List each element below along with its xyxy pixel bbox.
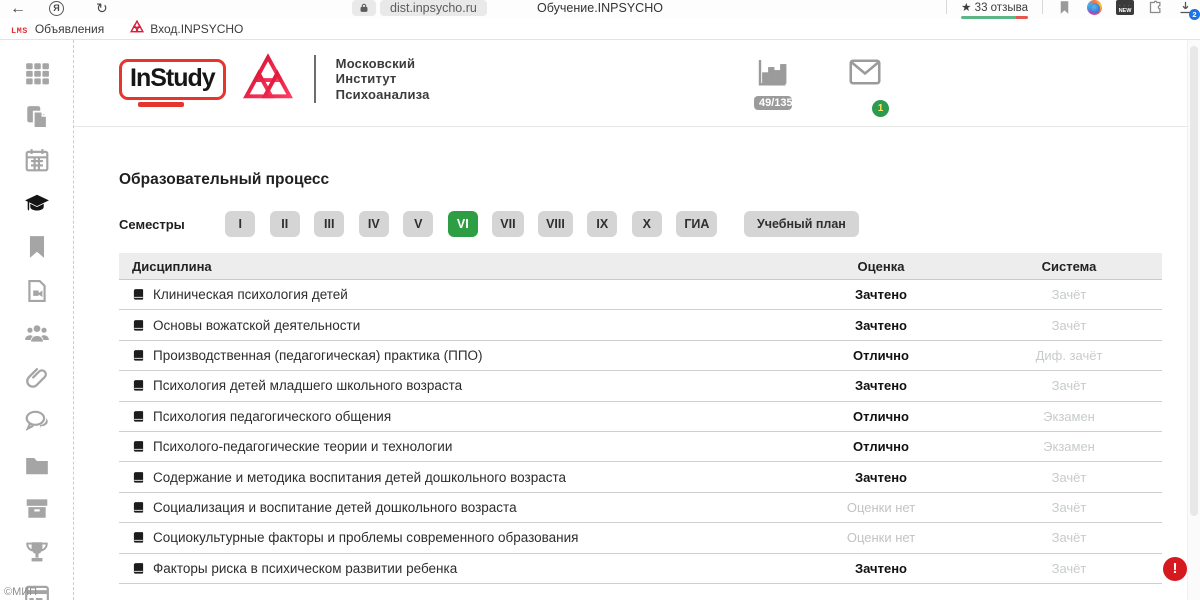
instudy-logo[interactable]: InStudy	[119, 59, 226, 100]
video-file-icon	[24, 291, 50, 308]
page-scrollbar[interactable]	[1187, 40, 1200, 600]
grade-value: Зачтено	[855, 560, 907, 576]
semester-button[interactable]: III	[314, 211, 344, 237]
institute-name: Московский Институт Психоанализа	[335, 56, 430, 102]
book-icon	[132, 470, 145, 485]
reload-icon[interactable]: ↻	[96, 0, 108, 16]
table-row-Психолого-педагогические теории и технологии[interactable]	[119, 432, 1162, 462]
book-icon	[132, 409, 145, 424]
system-value: Зачёт	[1051, 560, 1087, 576]
bookmark-item-login-inpsycho[interactable]	[130, 20, 243, 37]
semesters-row	[119, 211, 1200, 237]
semesters-label: Семестры	[119, 216, 185, 232]
system-value: Зачёт	[1051, 317, 1087, 333]
system-value: Диф. зачёт	[1035, 347, 1103, 363]
grade-value: Отлично	[853, 347, 909, 363]
downloads-badge: 2	[1189, 9, 1200, 20]
bookmarks-bar	[0, 18, 1200, 40]
system-value: Зачёт	[1051, 378, 1087, 394]
table-row-Содержание и методика воспитания детей дошкольного возраста[interactable]	[119, 462, 1162, 492]
scrollbar-thumb[interactable]	[1190, 46, 1198, 516]
discipline-name[interactable]: Производственная (педагогическая) практика (ППО)	[153, 347, 483, 363]
browser-toolbar	[0, 0, 1200, 18]
progress-badge: 49/135	[754, 96, 792, 110]
bar-chart-icon	[754, 54, 790, 90]
yandex-icon[interactable]: Я	[49, 1, 64, 16]
reviews-label: ★ 33 отзыва	[961, 2, 1028, 14]
grade-value: Отлично	[853, 439, 909, 455]
semester-button[interactable]: II	[270, 211, 300, 237]
table-row-Социокультурные факторы и проблемы современного образования[interactable]	[119, 523, 1162, 553]
downloads-icon[interactable]	[1178, 0, 1197, 19]
url-text[interactable]: dist.inpsycho.ru	[380, 0, 487, 16]
book-icon	[132, 530, 145, 545]
semester-button[interactable]: ГИА	[676, 211, 717, 237]
discipline-name[interactable]: Основы вожатской деятельности	[153, 317, 361, 333]
book-icon	[132, 348, 145, 363]
col-discipline: Дисциплина	[132, 258, 212, 274]
envelope-icon	[847, 54, 883, 90]
mail-unread-badge: 1	[871, 99, 890, 118]
semester-button[interactable]: X	[632, 211, 662, 237]
system-value: Зачёт	[1051, 469, 1087, 485]
discipline-name[interactable]: Социокультурные факторы и проблемы современного образования	[153, 530, 579, 546]
table-row-Производственная (педагогическая) практика (ППО)[interactable]	[119, 341, 1162, 371]
paperclip-icon	[24, 378, 50, 395]
lms-icon: LMS	[11, 25, 28, 36]
reviews-rating-bar	[961, 16, 1028, 19]
graduation-cap-icon	[24, 204, 50, 221]
book-icon	[132, 287, 145, 302]
discipline-name[interactable]: Психология детей младшего школьного возраста	[153, 378, 463, 394]
left-sidebar	[0, 40, 74, 600]
back-icon[interactable]: ←	[10, 0, 26, 17]
mip-triangle-logo-icon[interactable]	[242, 53, 294, 105]
bookmark-label: Вход.INPSYCHO	[150, 21, 244, 36]
alert-notification-button[interactable]: !	[1163, 557, 1187, 581]
system-value: Зачёт	[1051, 530, 1087, 546]
address-bar[interactable]	[352, 0, 487, 16]
col-grade: Оценка	[857, 258, 905, 274]
system-value: Зачёт	[1051, 499, 1087, 515]
book-icon	[132, 500, 145, 515]
semester-button[interactable]: VII	[492, 211, 523, 237]
users-icon	[24, 334, 50, 351]
browser-extension-icon[interactable]	[1087, 0, 1102, 15]
site-header	[74, 40, 1200, 127]
discipline-name[interactable]: Клиническая психология детей	[153, 287, 348, 303]
grade-value: Зачтено	[855, 317, 907, 333]
discipline-name[interactable]: Психолого-педагогические теории и технологии	[153, 439, 453, 455]
semester-button[interactable]: VI	[448, 211, 478, 237]
table-row-Психология детей младшего школьного возраста[interactable]	[119, 371, 1162, 401]
table-row-Социализация и воспитание детей дошкольного возраста[interactable]	[119, 493, 1162, 523]
grade-value: Оценки нет	[846, 499, 916, 515]
system-value: Зачёт	[1051, 287, 1087, 303]
semester-button[interactable]: IV	[359, 211, 389, 237]
table-header	[119, 253, 1162, 280]
discipline-name[interactable]: Факторы риска в психическом развитии ребенка	[153, 560, 458, 576]
mail-button[interactable]	[847, 54, 885, 114]
grade-value: Зачтено	[855, 469, 907, 485]
book-icon	[132, 561, 145, 576]
bookmark-label: Объявления	[34, 21, 105, 36]
archive-icon	[24, 508, 50, 525]
progress-stats-button[interactable]	[754, 54, 792, 110]
system-value: Экзамен	[1043, 408, 1095, 424]
copy-icon	[24, 117, 50, 134]
new-extension-icon[interactable]: · · · NEW	[1116, 0, 1134, 15]
semester-button[interactable]: IX	[587, 211, 617, 237]
grades-table	[119, 253, 1162, 584]
divider	[1042, 0, 1043, 14]
divider	[946, 0, 947, 14]
semester-button[interactable]: V	[403, 211, 433, 237]
lock-icon[interactable]	[352, 0, 376, 16]
grade-value: Зачтено	[855, 287, 907, 303]
extensions-puzzle-icon[interactable]	[1148, 0, 1164, 16]
grade-value: Отлично	[853, 408, 909, 424]
system-value: Экзамен	[1043, 439, 1095, 455]
copyright-label: ©МИП	[4, 586, 38, 598]
page-body	[0, 40, 1200, 600]
bookmark-icon	[24, 247, 50, 264]
book-icon	[132, 318, 145, 333]
table-row-Клиническая психология детей[interactable]	[119, 280, 1162, 310]
bookmark-flag-icon[interactable]	[1057, 0, 1073, 16]
grid-icon	[24, 73, 50, 90]
page-title-tab: Обучение.INPSYCHO	[537, 1, 663, 15]
calendar-icon	[24, 160, 50, 177]
grade-value: Зачтено	[855, 378, 907, 394]
book-icon	[132, 378, 145, 393]
col-system: Система	[1041, 258, 1097, 274]
table-row-Факторы риска в психическом развитии ребенка[interactable]	[119, 554, 1162, 584]
semester-button[interactable]: I	[225, 211, 255, 237]
mip-mini-icon	[130, 20, 144, 37]
page-title: Образовательный процесс	[119, 171, 330, 188]
semester-button[interactable]: VIII	[538, 211, 573, 237]
grade-value: Оценки нет	[846, 530, 916, 546]
folder-icon	[24, 465, 50, 482]
discipline-name[interactable]: Социализация и воспитание детей дошкольного возраста	[153, 499, 517, 515]
logo-divider	[314, 55, 316, 103]
discipline-name[interactable]: Психология педагогического общения	[153, 408, 392, 424]
discipline-name[interactable]: Содержание и методика воспитания детей дошкольного возраста	[153, 469, 567, 485]
chat-icon	[24, 421, 50, 438]
reviews-widget[interactable]	[961, 0, 1028, 19]
table-row-Основы вожатской деятельности[interactable]	[119, 310, 1162, 340]
main-area	[74, 40, 1200, 600]
semester-button[interactable]: Учебный план	[744, 211, 859, 237]
table-row-Психология педагогического общения[interactable]	[119, 402, 1162, 432]
trophy-icon	[24, 552, 50, 569]
bookmark-item-announcements[interactable]	[10, 22, 104, 36]
book-icon	[132, 439, 145, 454]
